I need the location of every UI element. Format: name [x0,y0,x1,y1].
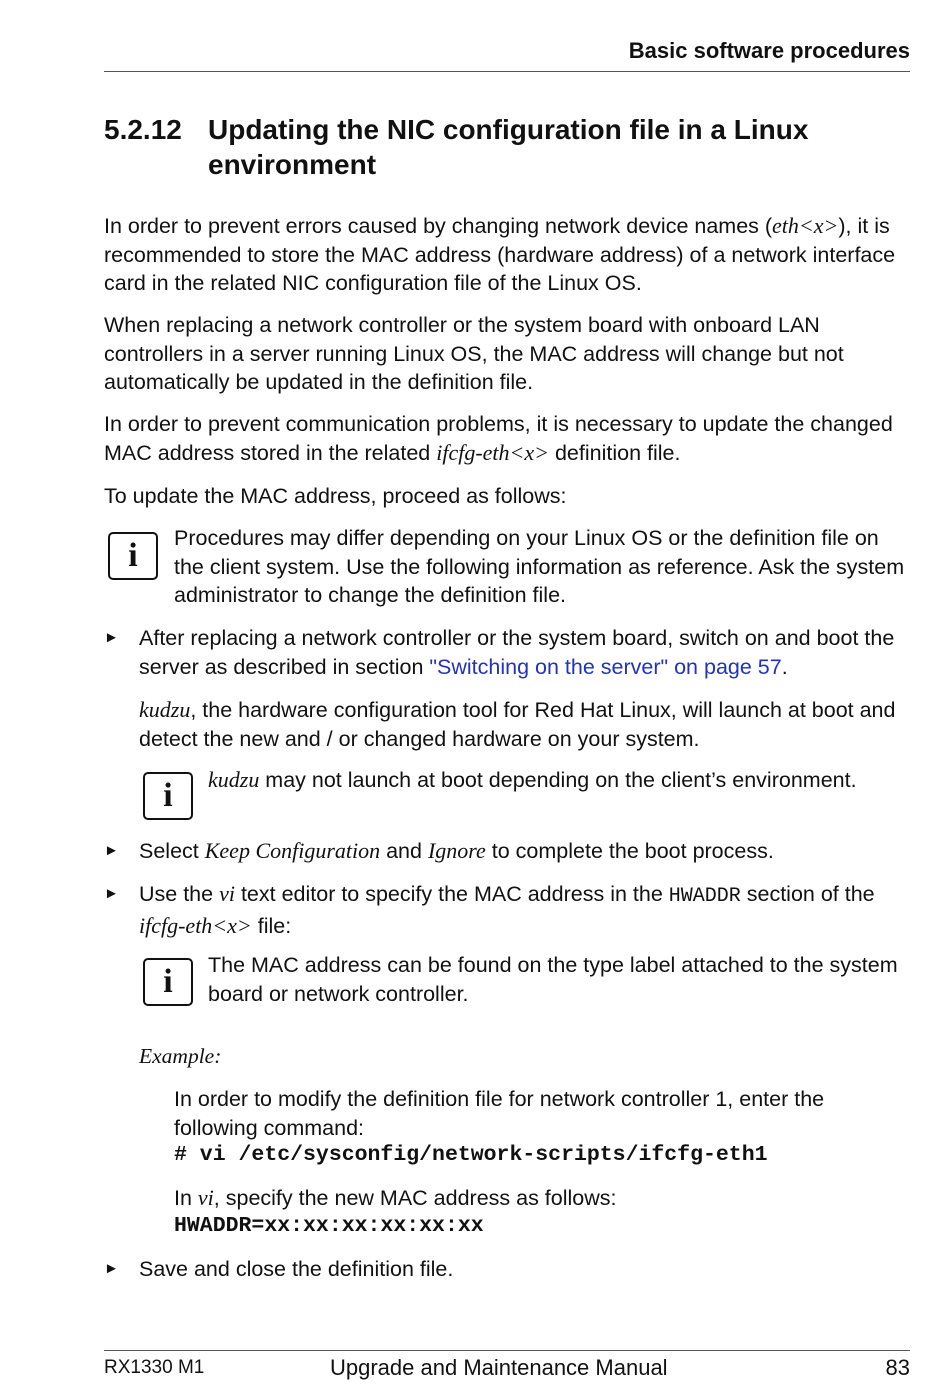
section-heading: Updating the NIC configuration file in a Linux environment [208,114,809,180]
footer-model: RX1330 M1 [104,1357,205,1378]
footer-manual-title: Upgrade and Maintenance Manual [330,1355,668,1380]
info-note-procedures: Procedures may differ depending on your Linux OS or the definition file on the client system. Use the following information as reference. Ask the system administrator to change the definition file. [174,526,905,607]
step-select-keep-config: Select Keep Configuration and Ignore to complete the boot process. [139,838,774,863]
info-note-mac-label: The MAC address can be found on the type label attached to the system board or network controller. [208,953,898,1006]
example-hwaddr: HWADDR=xx:xx:xx:xx:xx:xx [174,1214,484,1238]
info-note-kudzu: kudzu may not launch at boot depending on the client’s environment. [208,767,857,792]
info-icon: i [108,532,158,580]
info-icon: i [143,772,193,820]
header-title: Basic software procedures [628,38,910,63]
section-number: 5.2.12 [104,114,182,145]
example-command: # vi /etc/sysconfig/network-scripts/ifcfg-eth1 [174,1143,768,1167]
info-icon: i [143,958,193,1006]
page-header [104,38,910,72]
footer-page-number: 83 [885,1355,910,1380]
bullet-arrow-icon: ► [104,842,119,859]
step-use-vi: Use the vi text editor to specify the MAC address in the HWADDR section of the ifcfg-eth<x> file: [139,881,875,938]
example-label: Example: [139,1044,222,1068]
intro-paragraph: In order to prevent errors caused by changing network device names (eth<x>), it is recommended to store the MAC address (hardware address) of a network interface card in the related NIC configuration file of the Linux OS. [104,213,896,295]
communication-paragraph: In order to prevent communication problems, it is necessary to update the changed MAC address stored in the related ifcfg-eth<x> definition file. [104,412,893,465]
bullet-arrow-icon: ► [104,885,119,902]
replacement-paragraph: When replacing a network controller or the system board with onboard LAN controllers in a server running Linux OS, the MAC address will change but not automatically be updated in the definition file. [104,313,844,394]
bullet-arrow-icon: ► [104,629,119,646]
step-save-close: Save and close the definition file. [139,1257,454,1281]
example-vi-instruction: In vi, specify the new MAC address as follows: [174,1185,617,1210]
proceed-paragraph: To update the MAC address, proceed as follows: [104,484,567,508]
step-replace-and-boot: After replacing a network controller or the system board, switch on and boot the server as described in section "Switching on the server" on page 57. [139,626,895,679]
kudzu-paragraph: kudzu, the hardware configuration tool for Red Hat Linux, will launch at boot and detect the new and / or changed hardware on your system. [139,697,896,751]
example-instruction: In order to modify the definition file for network controller 1, enter the following command: [174,1087,825,1140]
bullet-arrow-icon: ► [104,1260,119,1277]
switching-on-link[interactable]: "Switching on the server" on page 57 [429,654,782,679]
page-footer [104,1350,910,1385]
